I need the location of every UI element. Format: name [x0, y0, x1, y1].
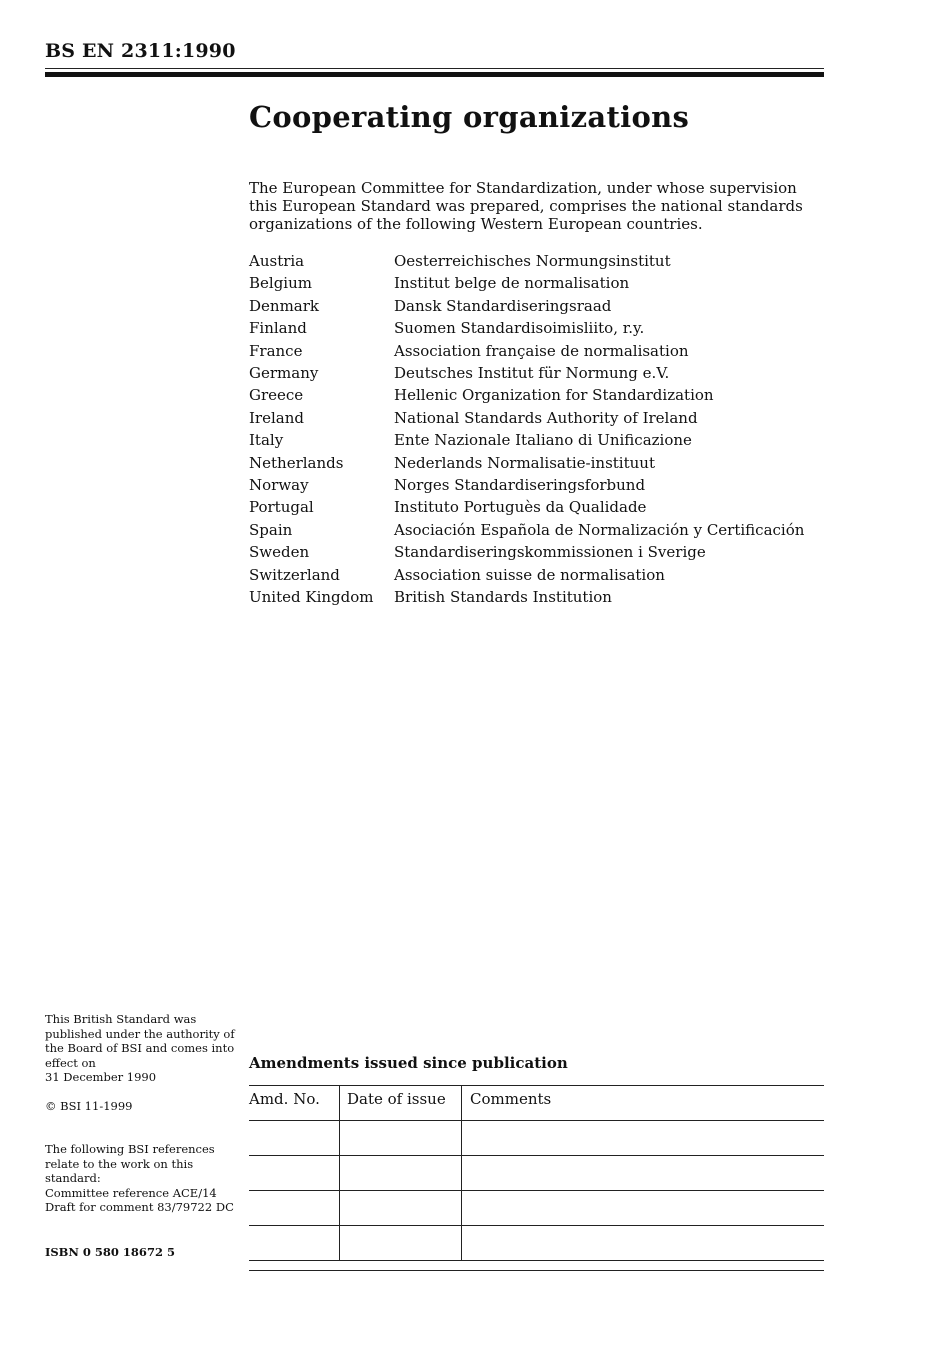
- country-name: Spain: [249, 520, 293, 539]
- table-rule: [249, 1085, 824, 1086]
- country-name: Austria: [249, 252, 305, 270]
- country-name: Finland: [249, 319, 307, 338]
- country-name: Ireland: [249, 408, 304, 427]
- publication-note-line: This British Standard was: [45, 1012, 197, 1026]
- organization-row: [249, 541, 849, 563]
- column-header-date-of-issue: Date of issue: [347, 1090, 446, 1108]
- country-name: Netherlands: [249, 453, 344, 472]
- bsi-references-line: relate to the work on this: [45, 1156, 194, 1171]
- publication-note-line: effect on: [45, 1055, 96, 1070]
- page-title: Cooperating organizations: [249, 100, 690, 134]
- organization-name: Deutsches Institut für Normung e.V.: [394, 364, 670, 382]
- country-name: Greece: [249, 386, 304, 405]
- country-name: Sweden: [249, 543, 310, 562]
- table-rule: [249, 1190, 824, 1191]
- draft-reference: Draft for comment 83/79722 DC: [45, 1200, 234, 1214]
- organization-name: Oesterreichisches Normungsinstitut: [394, 252, 671, 270]
- header-rule-thin: [45, 68, 824, 69]
- organization-name: Dansk Standardiseringsraad: [394, 296, 612, 315]
- organization-name: Suomen Standardisoimisliito, r.y.: [394, 319, 645, 338]
- organization-row: [249, 340, 849, 362]
- footer-rule: [249, 1270, 824, 1271]
- organization-row: [249, 474, 849, 496]
- organization-row: [249, 272, 849, 294]
- isbn: ISBN 0 580 18672 5: [45, 1245, 175, 1259]
- organization-row: [249, 384, 849, 406]
- country-name: Portugal: [249, 498, 314, 517]
- organization-row: [249, 452, 849, 474]
- bsi-references: [45, 1142, 245, 1215]
- table-rule: [249, 1155, 824, 1156]
- copyright-note: © BSI 11-1999: [45, 1099, 133, 1113]
- table-column-divider: [339, 1085, 340, 1261]
- amendments-table: [249, 1085, 824, 1261]
- organization-name: Hellenic Organization for Standardization: [394, 386, 714, 405]
- country-name: Belgium: [249, 274, 312, 293]
- country-name: Norway: [249, 476, 309, 494]
- organization-name: Instituto Portuguès da Qualidade: [394, 498, 647, 517]
- table-rule: [249, 1260, 824, 1261]
- column-header-comments: Comments: [470, 1090, 552, 1108]
- organization-name: Asociación Española de Normalización y Certificación: [394, 520, 805, 539]
- organization-name: Institut belge de normalisation: [394, 274, 630, 293]
- organization-name: Nederlands Normalisatie-instituut: [394, 453, 655, 472]
- table-rule: [249, 1120, 824, 1121]
- country-name: Italy: [249, 431, 284, 450]
- header-rule-thick: [45, 72, 824, 77]
- document-code: BS EN 2311:1990: [45, 40, 236, 62]
- column-header-amd-no: Amd. No.: [249, 1090, 320, 1108]
- country-name: Germany: [249, 364, 319, 382]
- intro-paragraph: The European Committee for Standardization, under whose supervision this European Standard was prepared, comprises the national standards organizations of the following Western European countries.: [249, 179, 803, 233]
- organization-row: [249, 362, 849, 384]
- amendments-title: Amendments issued since publication: [249, 1054, 568, 1072]
- bsi-references-line: The following BSI references: [45, 1142, 215, 1156]
- organization-row: [249, 250, 849, 272]
- organization-row: [249, 429, 849, 451]
- organization-name: Norges Standardiseringsforbund: [394, 476, 646, 494]
- organization-name: Ente Nazionale Italiano di Unificazione: [394, 431, 692, 450]
- publication-note: [45, 1012, 245, 1085]
- organization-row: [249, 564, 849, 586]
- organization-row: [249, 407, 849, 429]
- organization-name: Association suisse de normalisation: [394, 565, 665, 584]
- country-name: Switzerland: [249, 565, 340, 584]
- country-name: Denmark: [249, 296, 319, 315]
- organization-row: [249, 295, 849, 317]
- publication-note-line: the Board of BSI and comes into: [45, 1041, 235, 1055]
- organization-name: British Standards Institution: [394, 588, 612, 606]
- organization-name: National Standards Authority of Ireland: [394, 408, 698, 427]
- country-name: France: [249, 341, 303, 360]
- organization-name: Standardiseringskommissionen i Sverige: [394, 543, 706, 562]
- bsi-references-line: standard:: [45, 1171, 101, 1185]
- organization-row: [249, 519, 849, 541]
- publication-date: 31 December 1990: [45, 1070, 157, 1084]
- table-column-divider: [461, 1085, 462, 1261]
- organization-name: Association française de normalisation: [394, 341, 689, 360]
- committee-reference: Committee reference ACE/14: [45, 1185, 217, 1200]
- organization-row: [249, 317, 849, 339]
- organization-row: [249, 496, 849, 518]
- country-name: United Kingdom: [249, 588, 374, 606]
- table-rule: [249, 1225, 824, 1226]
- organization-row: [249, 586, 849, 608]
- publication-note-line: published under the authority of: [45, 1026, 235, 1041]
